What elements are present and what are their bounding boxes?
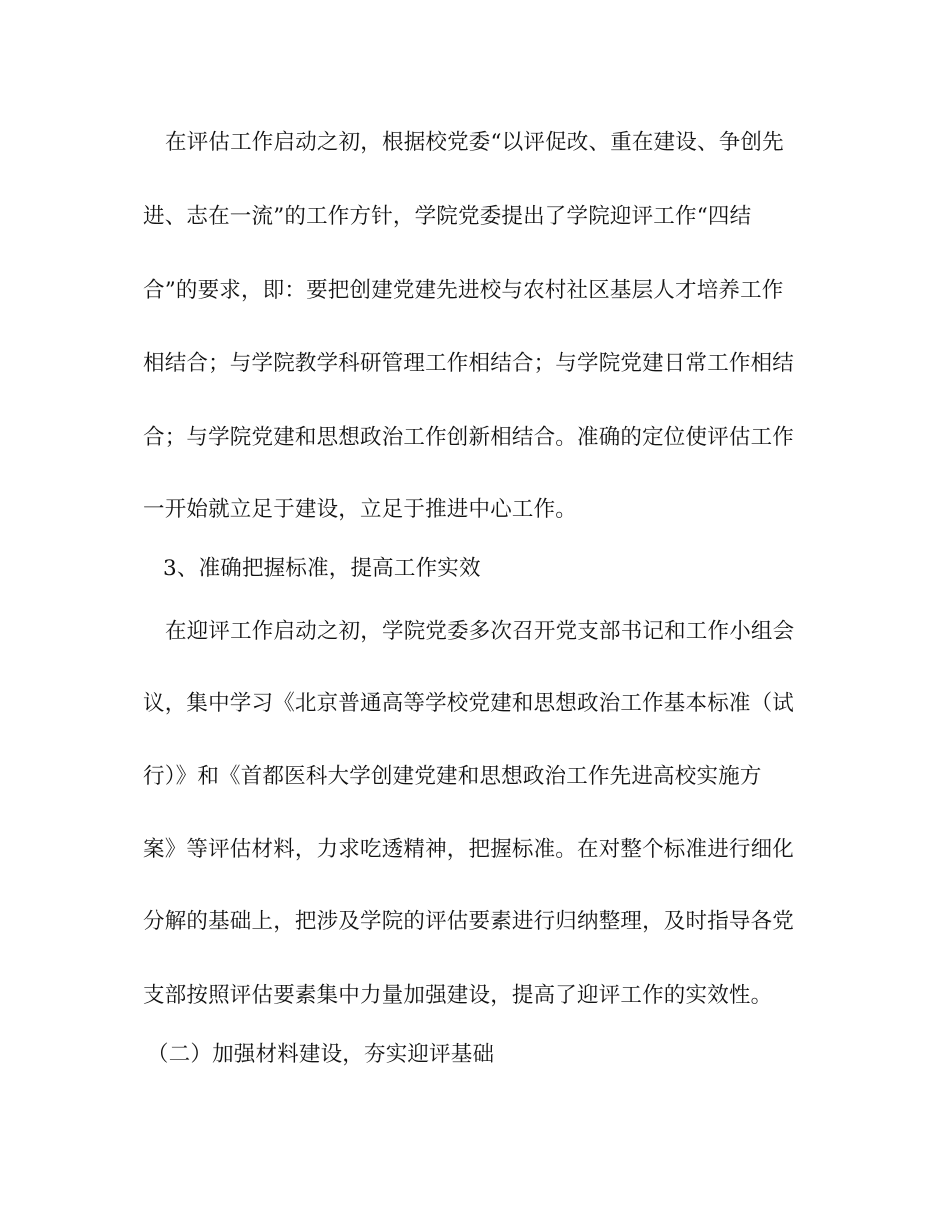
paragraph-1-line-1: 在评估工作启动之初，根据校党委“以评促改、重在建设、争创先: [165, 130, 784, 155]
paragraph-2-line-5: 分解的基础上，把涉及学院的评估要素进行归纳整理，及时指导各党: [143, 909, 795, 934]
paragraph-1-line-5: 合；与学院党建和思想政治工作创新相结合。准确的定位使评估工作: [143, 425, 795, 450]
paragraph-2-line-6: 支部按照评估要素集中力量加强建设，提高了迎评工作的实效性。: [143, 983, 773, 1008]
paragraph-2-line-2: 议，集中学习《北京普通高等学校党建和思想政治工作基本标准（试: [143, 691, 795, 716]
paragraph-1-line-6: 一开始就立足于建设，立足于推进中心工作。: [143, 497, 578, 522]
paragraph-2-line-3: 行）》和《首都医科大学创建党建和思想政治工作先进高校实施方: [143, 764, 762, 789]
section-heading-3: 3、准确把握标准，提高工作实效: [163, 556, 481, 581]
paragraph-1-line-4: 相结合；与学院教学科研管理工作相结合；与学院党建日常工作相结: [143, 351, 795, 376]
section-heading-2: （二）加强材料建设，夯实迎评基础: [147, 1042, 495, 1067]
paragraph-2-line-4: 案》等评估材料，力求吃透精神，把握标准。在对整个标准进行细化: [143, 837, 795, 862]
paragraph-1-line-2: 进、志在一流”的工作方针，学院党委提出了学院迎评工作“四结: [143, 204, 752, 229]
paragraph-2-line-1: 在迎评工作启动之初，学院党委多次召开党支部书记和工作小组会: [165, 619, 795, 644]
paragraph-1-line-3: 合”的要求，即：要把创建党建先进校与农村社区基层人才培养工作: [143, 278, 784, 303]
